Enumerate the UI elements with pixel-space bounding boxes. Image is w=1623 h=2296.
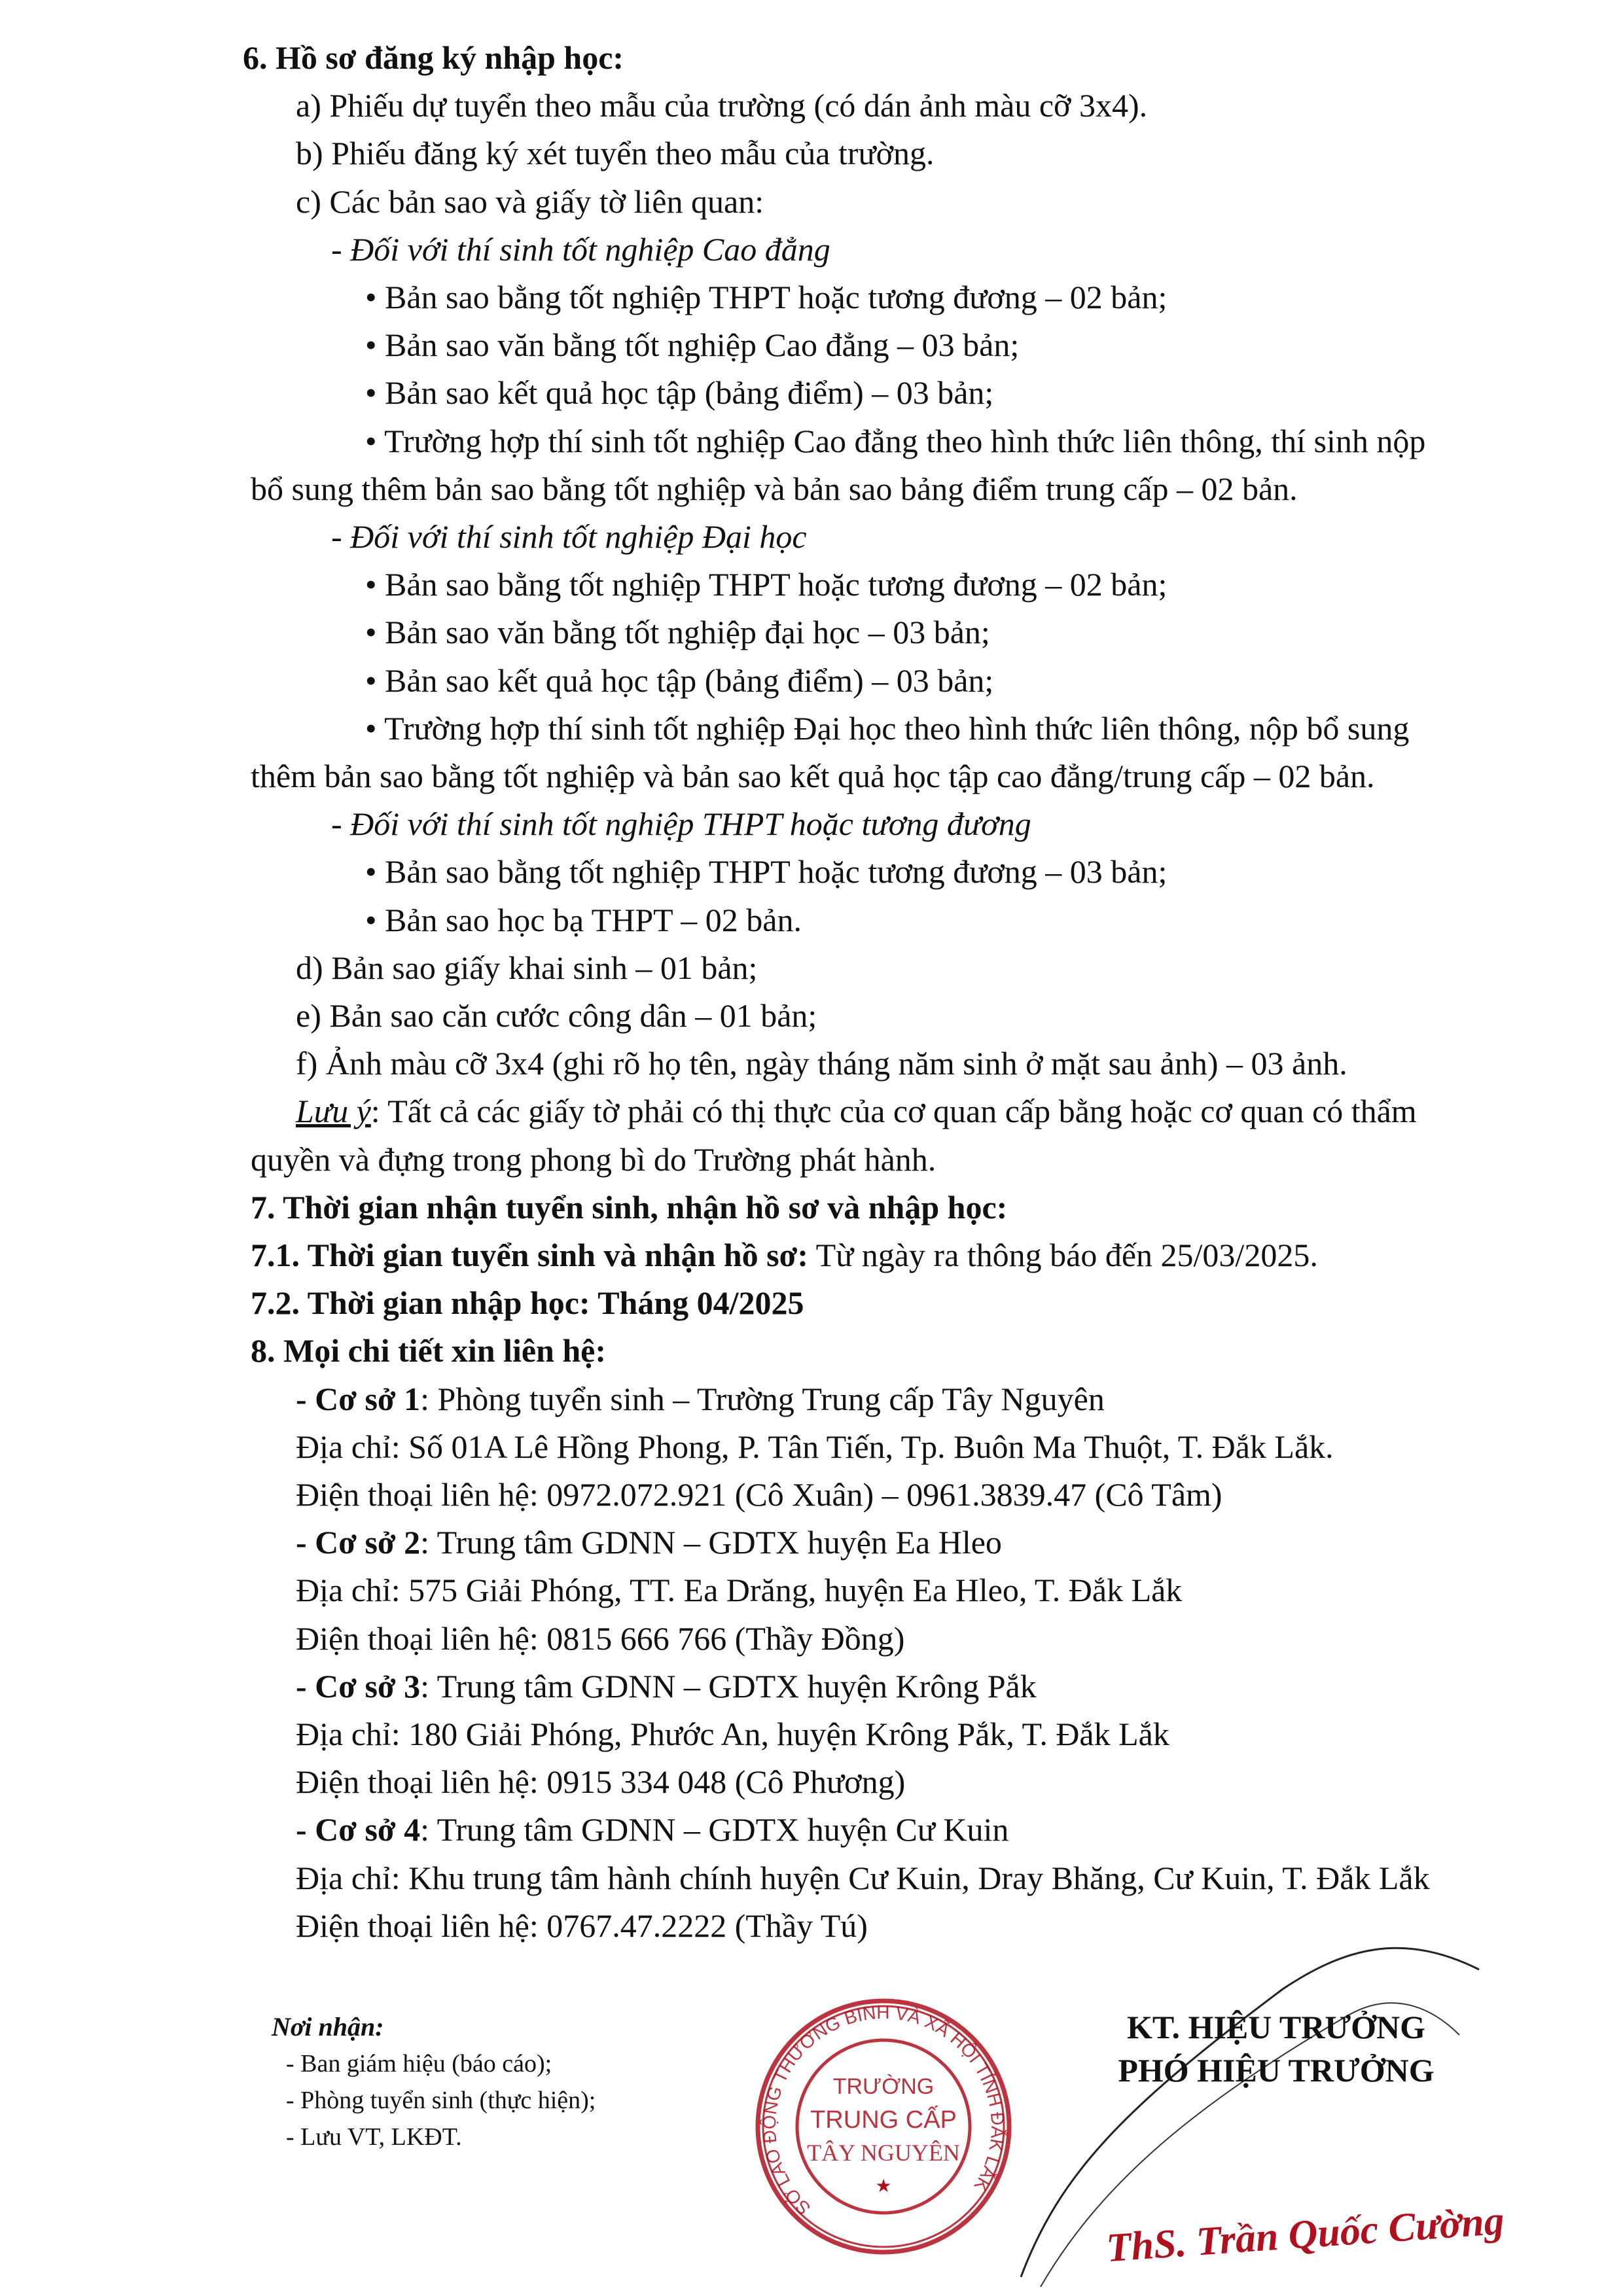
text-segment: b) Phiếu đăng ký xét tuyển theo mẫu của trường. [296,135,935,172]
text-segment: a) Phiếu dự tuyển theo mẫu của trường (có dán ảnh màu cỡ 3x4). [296,87,1148,124]
stamp-outer-text: SỞ LAO ĐỘNG THƯƠNG BINH VÀ XÃ HỘI TỈNH ĐẮK LẮK [758,2002,1008,2219]
recipients-title: Nơi nhận: [272,2012,384,2041]
text-segment: • Bản sao kết quả học tập (bảng điểm) – 03 bản; [365,662,994,699]
recipient-item: - Ban giám hiệu (báo cáo); [286,2050,552,2077]
signer-block [1073,2005,1479,2092]
text-segment: : Trung tâm GDNN – GDTX huyện Krông Pắk [420,1667,1037,1704]
text-segment: Địa chỉ: Khu trung tâm hành chính huyện Cư Kuin, Dray Bhăng, Cư Kuin, T. Đắk Lắk [296,1859,1430,1896]
stamp-inner-text: TRƯỜNG [832,2074,935,2099]
text-segment: 8. Mọi chi tiết xin liên hệ: [251,1332,606,1369]
text-segment: bổ sung thêm bản sao bằng tốt nghiệp và bản sao bảng điểm trung cấp – 02 bản. [251,470,1298,507]
text-segment: • Bản sao văn bằng tốt nghiệp đại học – 03 bản; [365,614,990,651]
text-segment: Điện thoại liên hệ: 0972.072.921 (Cô Xuân) – 0961.3839.47 (Cô Tâm) [296,1476,1222,1513]
text-segment: : Trung tâm GDNN – GDTX huyện Ea Hleo [420,1524,1002,1561]
recipient-item: - Phòng tuyển sinh (thực hiện); [286,2087,596,2114]
text-segment: Điện thoại liên hệ: 0767.47.2222 (Thầy Tú) [296,1907,868,1944]
text-segment: 6. Hồ sơ đăng ký nhập học: [243,39,624,76]
text-segment: • Bản sao học bạ THPT – 02 bản. [365,901,802,938]
text-segment: - Đối với thí sinh tốt nghiệp Cao đẳng [331,230,830,268]
official-stamp [753,1996,1014,2257]
text-segment: Địa chỉ: 180 Giải Phóng, Phước An, huyện Krông Pắk, T. Đắk Lắk [296,1716,1169,1752]
text-segment: Địa chỉ: Số 01A Lê Hồng Phong, P. Tân Tiến, Tp. Buôn Ma Thuột, T. Đắk Lắk. [296,1428,1334,1465]
text-segment: : Tất cả các giấy tờ phải có thị thực của cơ quan cấp bằng hoặc cơ quan có thẩm [370,1093,1417,1130]
text-segment: : Trung tâm GDNN – GDTX huyện Cư Kuin [420,1811,1009,1848]
stamp-inner-text: TÂY NGUYÊN [807,2140,960,2166]
signer-title: KT. HIỆU TRƯỞNG [1126,2009,1426,2045]
text-segment: 7. Thời gian nhận tuyển sinh, nhận hồ sơ và nhập học: [251,1188,1008,1226]
text-segment: • Trường hợp thí sinh tốt nghiệp Cao đẳng theo hình thức liên thông, thí sinh nộp [365,422,1426,459]
stamp-inner-text: TRUNG CẤP [810,2106,957,2134]
text-segment: • Bản sao kết quả học tập (bảng điểm) – 03 bản; [365,374,994,412]
text-segment: thêm bản sao bằng tốt nghiệp và bản sao kết quả học tập cao đẳng/trung cấp – 02 bản. [251,758,1375,794]
text-segment: 7.1. Thời gian tuyển sinh và nhận hồ sơ: [251,1237,808,1273]
signer-name: ThS. Trần Quốc Cường [1105,2198,1506,2271]
text-segment: Địa chỉ: 575 Giải Phóng, TT. Ea Drăng, huyện Ea Hleo, T. Đắk Lắk [296,1572,1183,1609]
text-segment: • Trường hợp thí sinh tốt nghiệp Đại học theo hình thức liên thông, nộp bổ sung [365,709,1410,747]
text-segment: Từ ngày ra thông báo đến 25/03/2025. [808,1237,1318,1273]
text-segment: c) Các bản sao và giấy tờ liên quan: [296,183,764,220]
recipient-item: - Lưu VT, LKĐT. [286,2123,462,2151]
text-segment: • Bản sao văn bằng tốt nghiệp Cao đẳng – 03 bản; [365,327,1020,364]
text-segment: • Bản sao bằng tốt nghiệp THPT hoặc tương đương – 02 bản; [365,279,1168,315]
text-segment: - Cơ sở 3 [296,1667,421,1704]
text-segment: Lưu ý [296,1093,371,1130]
star-icon: ★ [875,2176,892,2197]
text-segment: - Cơ sở 1 [296,1380,421,1417]
text-segment: - Đối với thí sinh tốt nghiệp Đại học [331,518,807,555]
text-segment: : Phòng tuyển sinh – Trường Trung cấp Tây Nguyên [420,1380,1105,1417]
text-segment: - Cơ sở 2 [296,1524,421,1561]
text-segment: • Bản sao bằng tốt nghiệp THPT hoặc tương đương – 03 bản; [365,853,1168,891]
text-segment: - Đối với thí sinh tốt nghiệp THPT hoặc tương đương [331,805,1031,843]
text-segment: - Cơ sở 4 [296,1811,421,1848]
text-segment: 7.2. Thời gian nhập học: Tháng 04/2025 [251,1284,804,1322]
text-segment: • Bản sao bằng tốt nghiệp THPT hoặc tương đương – 02 bản; [365,566,1168,603]
text-segment: d) Bản sao giấy khai sinh – 01 bản; [296,949,758,986]
text-segment: e) Bản sao căn cước công dân – 01 bản; [296,997,817,1034]
text-segment: Điện thoại liên hệ: 0915 334 048 (Cô Phương) [296,1763,906,1801]
signer-subtitle: PHÓ HIỆU TRƯỞNG [1118,2052,1435,2089]
text-segment: f) Ảnh màu cỡ 3x4 (ghi rõ họ tên, ngày tháng năm sinh ở mặt sau ảnh) – 03 ảnh. [296,1045,1347,1082]
text-segment: Điện thoại liên hệ: 0815 666 766 (Thầy Đồng) [296,1619,905,1657]
text-segment: quyền và đựng trong phong bì do Trường phát hành. [251,1140,936,1178]
